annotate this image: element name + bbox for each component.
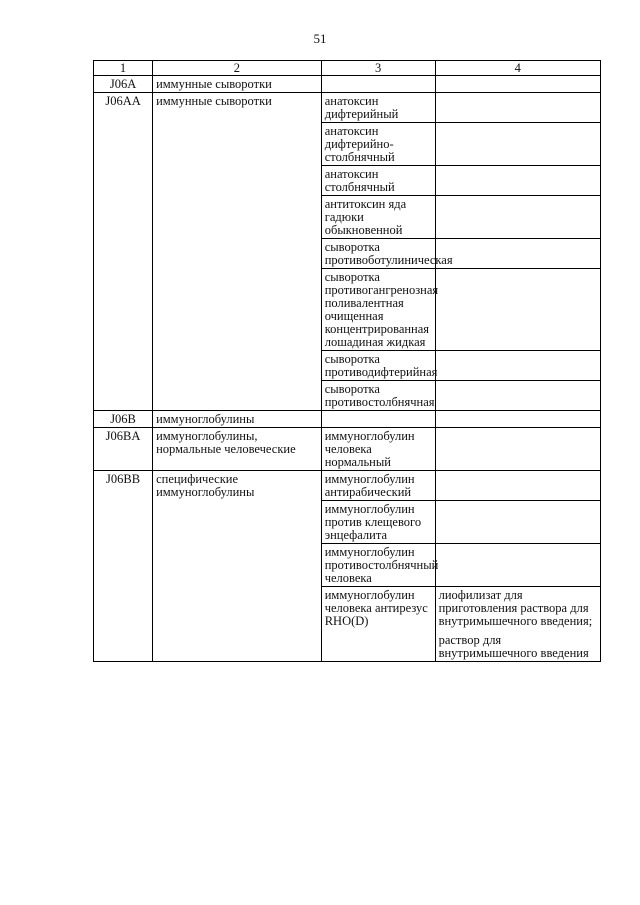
table-row — [94, 471, 601, 501]
dosage-form-cell — [435, 501, 600, 544]
dosage-form-cell — [435, 428, 600, 471]
column-number-row — [94, 61, 601, 76]
drug-name-cell: анатоксин столбнячный — [321, 166, 435, 196]
dosage-form-cell — [435, 239, 600, 269]
dosage-form-text: раствор для внутримышечного введения — [438, 633, 589, 660]
group-name-cell: иммунные сыворотки — [153, 93, 322, 411]
column-number-1: 1 — [94, 61, 153, 76]
table-row — [94, 411, 601, 428]
atc-code-cell: J06B — [94, 411, 153, 428]
atc-code-cell: J06AA — [94, 93, 153, 411]
group-name-cell: иммунные сыворотки — [153, 76, 322, 93]
drug-name-cell: анатоксин дифтерийно-столбнячный — [321, 123, 435, 166]
column-number-3: 3 — [321, 61, 435, 76]
dosage-form-cell — [435, 544, 600, 587]
drug-name-cell: иммуноглобулин противостолбнячный человека — [321, 544, 435, 587]
dosage-form-cell — [435, 166, 600, 196]
dosage-form-cell — [435, 123, 600, 166]
table-row — [94, 428, 601, 471]
atc-code-cell: J06A — [94, 76, 153, 93]
table-row — [94, 93, 601, 123]
drug-name-cell: сыворотка противогангренозная поливалентная очищенная концентрированная лошадиная жидкая — [321, 269, 435, 351]
group-name-cell: специфические иммуноглобулины — [153, 471, 322, 662]
drug-classification-table — [93, 60, 601, 662]
drug-name-cell — [321, 76, 435, 93]
atc-code-cell: J06BB — [94, 471, 153, 662]
atc-code-cell: J06BA — [94, 428, 153, 471]
drug-name-cell: иммуноглобулин человека нормальный — [321, 428, 435, 471]
table-body — [94, 61, 601, 662]
dosage-form-cell — [435, 351, 600, 381]
dosage-form-cell — [435, 76, 600, 93]
drug-name-cell — [321, 411, 435, 428]
dosage-form-cell — [435, 471, 600, 501]
dosage-form-text: лиофилизат для приготовления раствора для внутримышечного введения; — [438, 588, 593, 628]
dosage-form-cell — [435, 381, 600, 411]
drug-name-cell: иммуноглобулин антирабический — [321, 471, 435, 501]
drug-name-cell: сыворотка противостолбнячная — [321, 381, 435, 411]
drug-name-cell: сыворотка противоботулиническая — [321, 239, 435, 269]
drug-name-cell: сыворотка противодифтерийная — [321, 351, 435, 381]
column-number-4: 4 — [435, 61, 600, 76]
table-row — [94, 76, 601, 93]
dosage-form-cell — [435, 411, 600, 428]
dosage-form-cell — [435, 93, 600, 123]
dosage-form-cell — [435, 269, 600, 351]
dosage-form-cell — [435, 196, 600, 239]
dosage-form-cell — [435, 587, 600, 662]
page-number: 51 — [313, 31, 327, 46]
group-name-cell: иммуноглобулины — [153, 411, 322, 428]
group-name-cell: иммуноглобулины, нормальные человеческие — [153, 428, 322, 471]
drug-name-cell: анатоксин дифтерийный — [321, 93, 435, 123]
drug-name-cell: антитоксин яда гадюки обыкновенной — [321, 196, 435, 239]
drug-name-cell: иммуноглобулин против клещевого энцефалита — [321, 501, 435, 544]
column-number-2: 2 — [153, 61, 322, 76]
drug-name-cell: иммуноглобулин человека антирезус RHO(D) — [321, 587, 435, 662]
